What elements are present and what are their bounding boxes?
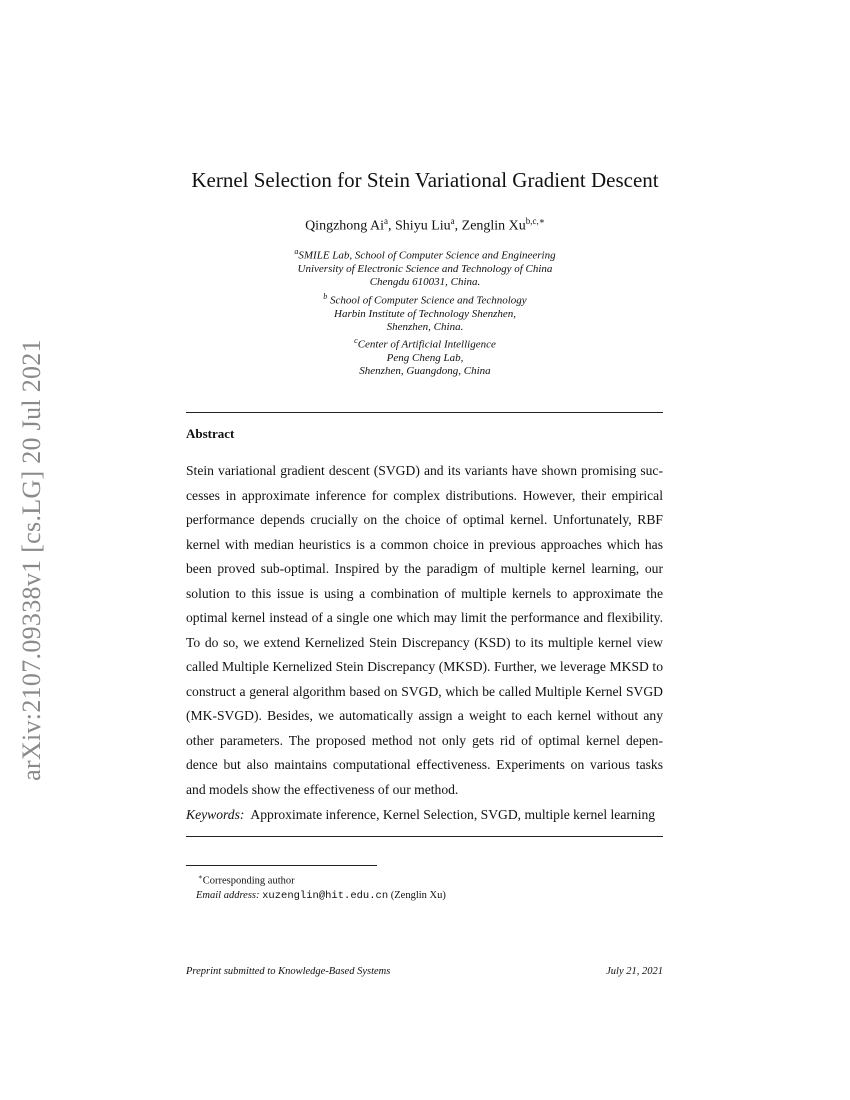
- affiliation-marker: b: [323, 291, 328, 301]
- abstract-line: (MK-SVGD). Besides, we automatically assign a weight to each kernel without any: [186, 708, 663, 723]
- author-name: Qingzhong Ai: [305, 218, 385, 234]
- author-affiliation-marker: a: [384, 216, 389, 226]
- author-separator: ,: [454, 218, 462, 234]
- footnote-rule: [186, 865, 377, 866]
- abstract-line: dence but also maintains computational effectiveness. Experiments on various tasks: [186, 757, 663, 772]
- abstract-line: construct a general algorithm based on SVGD, which be called Multiple Kernel SVGD: [186, 683, 663, 699]
- author-affiliation-marker: b,c,∗: [525, 216, 545, 226]
- keywords-label: Keywords:: [186, 807, 245, 822]
- abstract-line: called Multiple Kernelized Stein Discrepancy (MKSD). Further, we leverage MKSD to: [186, 659, 663, 674]
- corresponding-author-note: ∗Corresponding author: [198, 873, 295, 887]
- author-list: [0, 216, 850, 235]
- abstract-line: solution to this issue is using a combination of multiple kernels to approximate the: [186, 585, 663, 601]
- abstract-top-rule: [186, 412, 663, 413]
- email-label: Email address:: [196, 889, 260, 901]
- abstract-line: performance depends crucially on the choice of optimal kernel. Unfortunately, RBF: [186, 512, 663, 527]
- author-separator: ,: [388, 218, 396, 234]
- abstract-line: and models show the effectiveness of our method.: [186, 781, 459, 797]
- arxiv-identifier-text: arXiv:2107.09338v1 [cs.LG] 20 Jul 2021: [17, 339, 46, 781]
- affiliation-line: Harbin Institute of Technology Shenzhen,: [334, 307, 516, 320]
- abstract-line: other parameters. The proposed method not only gets rid of optimal kernel depen-: [186, 732, 663, 748]
- preprint-date: July 21, 2021: [606, 966, 663, 977]
- paper-title: Kernel Selection for Stein Variational Gradient Descent: [191, 168, 659, 192]
- footnote-marker: ∗: [198, 873, 203, 881]
- author-name: Zenglin Xu: [461, 218, 526, 234]
- email-line: [186, 889, 446, 903]
- abstract-line: Stein variational gradient descent (SVGD) and its variants have shown promising suc-: [186, 463, 663, 478]
- affiliation-line: $^c$Center of Artificial Intelligence: [354, 336, 496, 351]
- footnote: [186, 870, 446, 903]
- abstract-line: optimal kernel instead of a single one which may limit the performance and flexibility.: [186, 610, 663, 625]
- email-owner: (Zenglin Xu): [390, 889, 446, 901]
- affiliation-line: Shenzhen, Guangdong, China: [359, 365, 491, 378]
- affiliation-marker: a: [294, 247, 299, 256]
- keywords-text: Approximate inference, Kernel Selection, SVGD, multiple kernel learning: [250, 807, 656, 822]
- abstract-line: cesses in approximate inference for complex distributions. However, their empirical: [186, 487, 663, 503]
- author-name: Shiyu Liu: [395, 218, 451, 234]
- abstract-bottom-rule: [186, 836, 663, 837]
- keywords: [186, 807, 663, 823]
- preprint-venue: Preprint submitted to Knowledge-Based Systems: [186, 966, 391, 977]
- affiliation-line: Shenzhen, China.: [386, 320, 464, 333]
- affiliation-line: $^b$ School of Computer Science and Technology: [323, 291, 527, 307]
- affiliation-line: University of Electronic Science and Technology of China: [297, 262, 553, 275]
- affiliations: [0, 245, 850, 379]
- affiliation-line: Chengdu 610031, China.: [369, 276, 481, 289]
- abstract-body: [186, 459, 663, 802]
- affiliation-line: Peng Cheng Lab,: [386, 352, 464, 365]
- abstract-line: been proved sub-optimal. Inspired by the paradigm of multiple kernel learning, our: [186, 561, 663, 576]
- affiliation-marker: c: [354, 336, 358, 346]
- affiliation-line: $^a$SMILE Lab, School of Computer Science and Engineering: [294, 247, 556, 262]
- author-affiliation-marker: a: [450, 216, 455, 226]
- email-address: xuzenglin@hit.edu.cn: [262, 889, 389, 902]
- abstract-line: To do so, we extend Kernelized Stein Discrepancy (KSD) to its multiple kernel view: [186, 634, 663, 650]
- abstract-heading: Abstract: [186, 426, 235, 441]
- abstract-line: kernel with median heuristics is a common choice in previous approaches which has: [186, 536, 663, 552]
